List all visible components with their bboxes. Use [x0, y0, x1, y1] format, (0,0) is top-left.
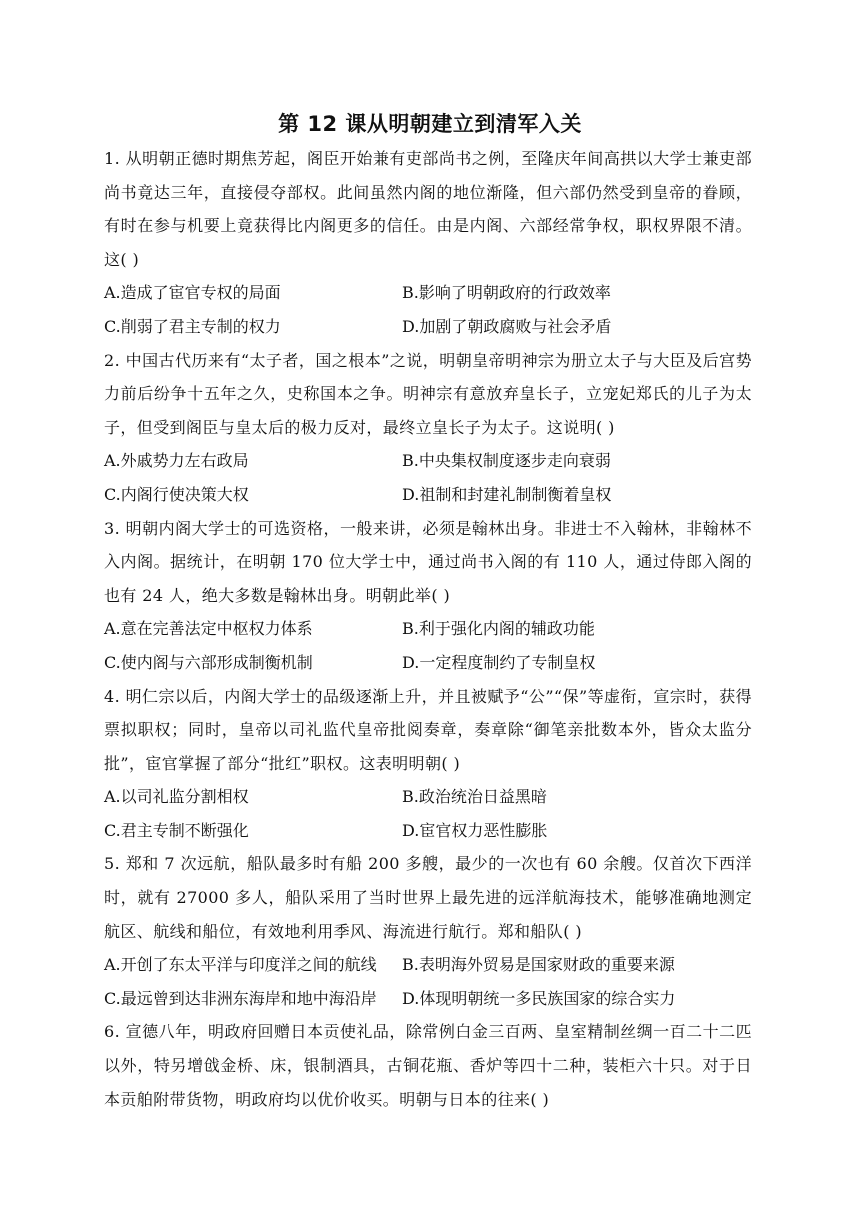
lesson-title: 第 12 课从明朝建立到清军入关	[278, 112, 582, 136]
question-stem: 5. 郑和 7 次远航，船队最多时有船 200 多艘，最少的一次也有 60 余艘。仅首次下西洋时，就有 27000 多人，船队采用了当时世界上最先进的远洋航海技术，能够准确地测定航区、航线和船位，有效地利用季风、海流进行航行。郑和船队( )	[104, 854, 752, 941]
question-4	[104, 680, 752, 848]
option-c: C.内阁行使决策大权	[104, 484, 249, 504]
option-group	[104, 276, 752, 343]
option-c: C.君主专制不断强化	[104, 820, 249, 840]
option-a: A.开创了东太平洋与印度洋之间的航线	[104, 955, 377, 975]
option-b: B.表明海外贸易是国家财政的重要来源	[402, 955, 675, 975]
option-a: A.意在完善法定中枢权力体系	[104, 619, 313, 639]
question-2	[104, 344, 752, 512]
option-a: A.以司礼监分割相权	[104, 787, 249, 807]
question-stem: 3. 明朝内阁大学士的可选资格，一般来讲，必须是翰林出身。非进士不入翰林，非翰林不入内阁。据统计，在明朝 170 位大学士中，通过尚书入阁的有 110 人，通过侍郎入阁的也有 24 人，绝大多数是翰林出身。明朝此举( )	[104, 518, 752, 605]
option-d: D.体现明朝统一多民族国家的综合实力	[402, 988, 676, 1008]
question-3	[104, 512, 752, 680]
option-group	[104, 444, 752, 511]
question-stem: 6. 宣德八年，明政府回赠日本贡使礼品，除常例白金三百两、皇室精制丝绸一百二十二匹以外，特另增戗金桥、床，银制酒具，古铜花瓶、香炉等四十二种，装柜六十只。对于日本贡舶附带货物，明政府均以优价收买。明朝与日本的往来( )	[104, 1022, 752, 1109]
question-1	[104, 142, 752, 344]
question-list	[104, 142, 752, 1116]
option-c: C.最远曾到达非洲东海岸和地中海沿岸	[104, 988, 377, 1008]
question-5	[104, 847, 752, 1015]
option-d: D.宦官权力恶性膨胀	[402, 820, 548, 840]
option-b: B.影响了明朝政府的行政效率	[402, 283, 611, 303]
option-b: B.政治统治日益黑暗	[402, 787, 547, 807]
option-d: D.一定程度制约了专制皇权	[402, 652, 596, 672]
option-group	[104, 612, 752, 679]
question-stem: 2. 中国古代历来有“太子者，国之根本”之说，明朝皇帝明神宗为册立太子与大臣及后宫势力前后纷争十五年之久，史称国本之争。明神宗有意放弃皇长子，立宠妃郑氏的儿子为太子，但受到阁臣与皇太后的极力反对，最终立皇长子为太子。这说明( )	[104, 350, 752, 437]
option-a: A.造成了宦官专权的局面	[104, 283, 281, 303]
option-b: B.中央集权制度逐步走向衰弱	[402, 451, 611, 471]
option-d: D.加剧了朝政腐败与社会矛盾	[402, 316, 612, 336]
option-group	[104, 948, 752, 1015]
option-c: C.削弱了君主专制的权力	[104, 316, 281, 336]
question-stem: 1. 从明朝正德时期焦芳起，阁臣开始兼有吏部尚书之例，至隆庆年间高拱以大学士兼吏部尚书竟达三年，直接侵夺部权。此间虽然内阁的地位渐隆，但六部仍然受到皇帝的眷顾，有时在参与机要上竟获得比内阁更多的信任。由是内阁、六部经常争权，职权界限不清。这( )	[104, 149, 752, 269]
question-6	[104, 1015, 752, 1116]
option-a: A.外戚势力左右政局	[104, 451, 249, 471]
option-c: C.使内阁与六部形成制衡机制	[104, 652, 313, 672]
option-d: D.祖制和封建礼制制衡着皇权	[402, 484, 612, 504]
option-group	[104, 780, 752, 847]
question-stem: 4. 明仁宗以后，内阁大学士的品级逐渐上升，并且被赋予“公”“保”等虚衔，宣宗时，获得票拟职权；同时，皇帝以司礼监代皇帝批阅奏章，奏章除“御笔亲批数本外，皆众太监分批”，宦官掌握了部分“批红”职权。这表明明朝( )	[104, 686, 752, 773]
option-b: B.利于强化内阁的辅政功能	[402, 619, 595, 639]
